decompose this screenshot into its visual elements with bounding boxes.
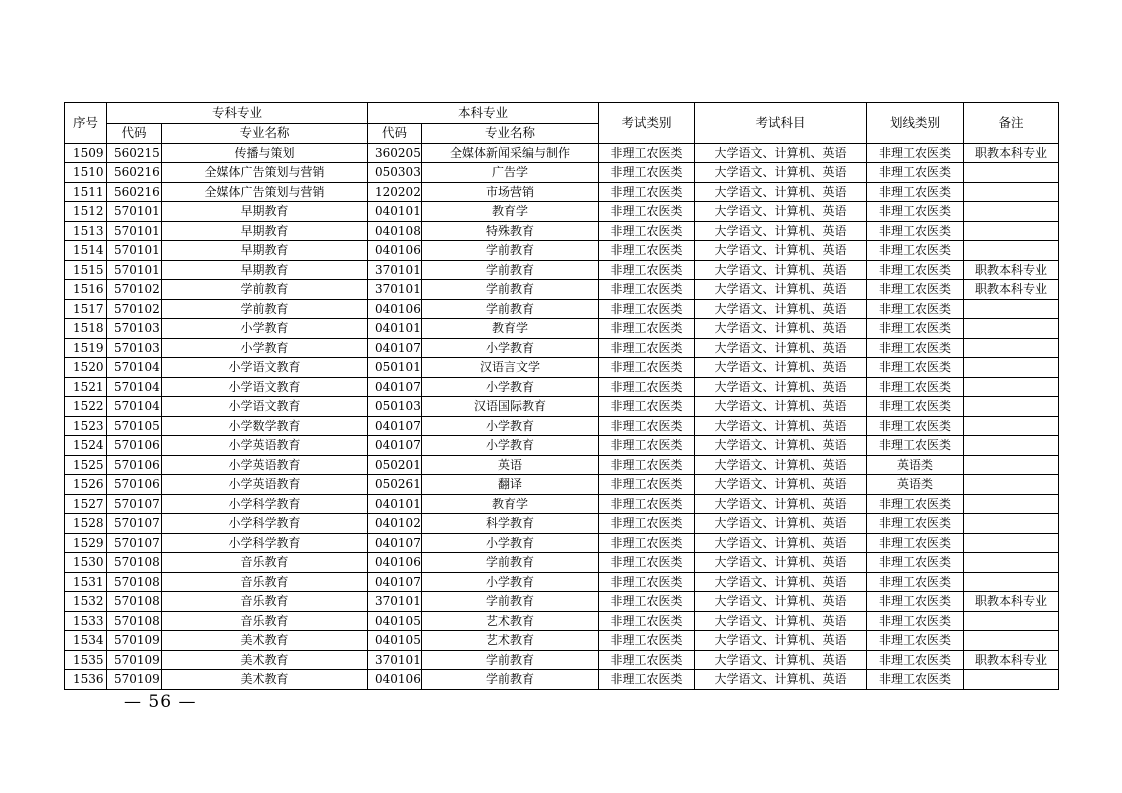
cell-benke-name: 学前教育 xyxy=(422,650,599,670)
cell-zhuanke-name: 学前教育 xyxy=(162,299,368,319)
cell-line-type: 非理工农医类 xyxy=(867,280,964,300)
cell-exam-type: 非理工农医类 xyxy=(599,572,695,592)
cell-zhuanke-code: 570106 xyxy=(107,455,162,475)
cell-exam-type: 非理工农医类 xyxy=(599,670,695,690)
cell-seq: 1523 xyxy=(65,416,107,436)
cell-benke-name: 小学教育 xyxy=(422,436,599,456)
header-exam-subjects: 考试科目 xyxy=(695,103,867,144)
cell-zhuanke-code: 570106 xyxy=(107,436,162,456)
table-row xyxy=(65,455,1059,475)
table-row xyxy=(65,553,1059,573)
cell-zhuanke-name: 小学语文教育 xyxy=(162,358,368,378)
cell-exam-subjects: 大学语文、计算机、英语 xyxy=(695,182,867,202)
cell-benke-code: 040107 xyxy=(368,572,422,592)
cell-remarks xyxy=(964,533,1059,553)
cell-line-type: 非理工农医类 xyxy=(867,182,964,202)
cell-zhuanke-code: 570108 xyxy=(107,592,162,612)
cell-zhuanke-code: 570101 xyxy=(107,221,162,241)
table-row xyxy=(65,260,1059,280)
cell-benke-name: 科学教育 xyxy=(422,514,599,534)
cell-exam-type: 非理工农医类 xyxy=(599,553,695,573)
cell-benke-code: 370101 xyxy=(368,260,422,280)
cell-line-type: 非理工农医类 xyxy=(867,260,964,280)
cell-seq: 1516 xyxy=(65,280,107,300)
cell-line-type: 非理工农医类 xyxy=(867,319,964,339)
cell-benke-code: 040107 xyxy=(368,533,422,553)
cell-zhuanke-name: 小学语文教育 xyxy=(162,377,368,397)
cell-seq: 1533 xyxy=(65,611,107,631)
cell-benke-name: 学前教育 xyxy=(422,280,599,300)
cell-seq: 1510 xyxy=(65,163,107,183)
cell-remarks: 职教本科专业 xyxy=(964,280,1059,300)
cell-line-type: 非理工农医类 xyxy=(867,202,964,222)
cell-benke-code: 050303 xyxy=(368,163,422,183)
cell-zhuanke-code: 570102 xyxy=(107,299,162,319)
cell-seq: 1519 xyxy=(65,338,107,358)
cell-zhuanke-name: 小学英语教育 xyxy=(162,475,368,495)
cell-exam-type: 非理工农医类 xyxy=(599,319,695,339)
cell-zhuanke-name: 小学英语教育 xyxy=(162,455,368,475)
table-row xyxy=(65,319,1059,339)
cell-seq: 1535 xyxy=(65,650,107,670)
cell-exam-subjects: 大学语文、计算机、英语 xyxy=(695,358,867,378)
cell-remarks xyxy=(964,455,1059,475)
cell-benke-name: 艺术教育 xyxy=(422,631,599,651)
header-zhuanke-name: 专业名称 xyxy=(162,124,368,144)
header-exam-type: 考试类别 xyxy=(599,103,695,144)
cell-benke-name: 特殊教育 xyxy=(422,221,599,241)
cell-exam-type: 非理工农医类 xyxy=(599,475,695,495)
cell-exam-subjects: 大学语文、计算机、英语 xyxy=(695,280,867,300)
table-row xyxy=(65,143,1059,163)
cell-benke-name: 学前教育 xyxy=(422,553,599,573)
cell-line-type: 非理工农医类 xyxy=(867,397,964,417)
cell-benke-name: 学前教育 xyxy=(422,670,599,690)
table-row xyxy=(65,338,1059,358)
cell-benke-name: 汉语国际教育 xyxy=(422,397,599,417)
cell-benke-name: 小学教育 xyxy=(422,377,599,397)
cell-benke-code: 370101 xyxy=(368,280,422,300)
cell-remarks xyxy=(964,631,1059,651)
cell-zhuanke-name: 音乐教育 xyxy=(162,572,368,592)
cell-exam-subjects: 大学语文、计算机、英语 xyxy=(695,611,867,631)
cell-benke-code: 040108 xyxy=(368,221,422,241)
cell-seq: 1528 xyxy=(65,514,107,534)
table-row xyxy=(65,182,1059,202)
cell-remarks: 职教本科专业 xyxy=(964,143,1059,163)
cell-exam-subjects: 大学语文、计算机、英语 xyxy=(695,533,867,553)
cell-exam-subjects: 大学语文、计算机、英语 xyxy=(695,631,867,651)
cell-line-type: 非理工农医类 xyxy=(867,338,964,358)
header-zhuanke-group: 专科专业 xyxy=(107,103,368,124)
cell-zhuanke-name: 早期教育 xyxy=(162,202,368,222)
cell-exam-type: 非理工农医类 xyxy=(599,338,695,358)
cell-benke-code: 050103 xyxy=(368,397,422,417)
cell-line-type: 非理工农医类 xyxy=(867,631,964,651)
cell-exam-type: 非理工农医类 xyxy=(599,299,695,319)
cell-remarks xyxy=(964,182,1059,202)
cell-zhuanke-code: 570105 xyxy=(107,416,162,436)
cell-benke-code: 040101 xyxy=(368,319,422,339)
cell-line-type: 非理工农医类 xyxy=(867,377,964,397)
table-row xyxy=(65,280,1059,300)
cell-seq: 1530 xyxy=(65,553,107,573)
cell-exam-type: 非理工农医类 xyxy=(599,416,695,436)
cell-exam-type: 非理工农医类 xyxy=(599,611,695,631)
cell-benke-name: 学前教育 xyxy=(422,592,599,612)
cell-line-type: 非理工农医类 xyxy=(867,221,964,241)
cell-zhuanke-code: 570107 xyxy=(107,494,162,514)
cell-zhuanke-name: 早期教育 xyxy=(162,221,368,241)
cell-line-type: 非理工农医类 xyxy=(867,533,964,553)
cell-seq: 1532 xyxy=(65,592,107,612)
table-row xyxy=(65,416,1059,436)
cell-exam-type: 非理工农医类 xyxy=(599,514,695,534)
cell-seq: 1521 xyxy=(65,377,107,397)
cell-exam-subjects: 大学语文、计算机、英语 xyxy=(695,572,867,592)
cell-benke-name: 汉语言文学 xyxy=(422,358,599,378)
cell-remarks xyxy=(964,319,1059,339)
cell-exam-subjects: 大学语文、计算机、英语 xyxy=(695,241,867,261)
cell-zhuanke-name: 小学科学教育 xyxy=(162,533,368,553)
cell-benke-code: 040101 xyxy=(368,202,422,222)
cell-benke-name: 全媒体新闻采编与制作 xyxy=(422,143,599,163)
cell-seq: 1518 xyxy=(65,319,107,339)
cell-exam-subjects: 大学语文、计算机、英语 xyxy=(695,163,867,183)
cell-zhuanke-name: 小学教育 xyxy=(162,338,368,358)
cell-seq: 1524 xyxy=(65,436,107,456)
table-row xyxy=(65,611,1059,631)
cell-remarks xyxy=(964,514,1059,534)
table-row xyxy=(65,631,1059,651)
cell-zhuanke-code: 560216 xyxy=(107,163,162,183)
cell-remarks xyxy=(964,611,1059,631)
cell-zhuanke-name: 全媒体广告策划与营销 xyxy=(162,182,368,202)
cell-seq: 1527 xyxy=(65,494,107,514)
cell-zhuanke-name: 音乐教育 xyxy=(162,611,368,631)
cell-seq: 1509 xyxy=(65,143,107,163)
cell-zhuanke-code: 570102 xyxy=(107,280,162,300)
table-row xyxy=(65,475,1059,495)
cell-exam-subjects: 大学语文、计算机、英语 xyxy=(695,650,867,670)
cell-line-type: 非理工农医类 xyxy=(867,553,964,573)
cell-exam-subjects: 大学语文、计算机、英语 xyxy=(695,143,867,163)
cell-benke-code: 040107 xyxy=(368,416,422,436)
cell-line-type: 非理工农医类 xyxy=(867,299,964,319)
cell-exam-type: 非理工农医类 xyxy=(599,436,695,456)
cell-exam-type: 非理工农医类 xyxy=(599,260,695,280)
cell-exam-subjects: 大学语文、计算机、英语 xyxy=(695,416,867,436)
cell-benke-code: 040107 xyxy=(368,436,422,456)
cell-benke-name: 翻译 xyxy=(422,475,599,495)
cell-benke-name: 学前教育 xyxy=(422,299,599,319)
cell-benke-code: 050261 xyxy=(368,475,422,495)
cell-benke-name: 广告学 xyxy=(422,163,599,183)
cell-remarks xyxy=(964,670,1059,690)
table-body xyxy=(65,143,1059,689)
cell-remarks xyxy=(964,358,1059,378)
cell-exam-type: 非理工农医类 xyxy=(599,143,695,163)
cell-remarks xyxy=(964,475,1059,495)
cell-remarks xyxy=(964,338,1059,358)
cell-exam-subjects: 大学语文、计算机、英语 xyxy=(695,670,867,690)
table-header xyxy=(65,103,1059,144)
cell-benke-name: 学前教育 xyxy=(422,260,599,280)
cell-zhuanke-code: 570108 xyxy=(107,553,162,573)
cell-remarks: 职教本科专业 xyxy=(964,260,1059,280)
cell-remarks xyxy=(964,163,1059,183)
cell-benke-code: 040105 xyxy=(368,611,422,631)
cell-zhuanke-name: 音乐教育 xyxy=(162,592,368,612)
cell-exam-type: 非理工农医类 xyxy=(599,202,695,222)
cell-benke-code: 050101 xyxy=(368,358,422,378)
cell-exam-type: 非理工农医类 xyxy=(599,182,695,202)
cell-line-type: 非理工农医类 xyxy=(867,592,964,612)
header-zhuanke-code: 代码 xyxy=(107,124,162,144)
cell-zhuanke-name: 美术教育 xyxy=(162,631,368,651)
cell-benke-code: 370101 xyxy=(368,650,422,670)
cell-benke-name: 教育学 xyxy=(422,494,599,514)
cell-zhuanke-name: 学前教育 xyxy=(162,280,368,300)
table-row xyxy=(65,514,1059,534)
cell-exam-subjects: 大学语文、计算机、英语 xyxy=(695,221,867,241)
cell-zhuanke-name: 小学数学教育 xyxy=(162,416,368,436)
cell-seq: 1526 xyxy=(65,475,107,495)
cell-remarks xyxy=(964,494,1059,514)
cell-zhuanke-name: 传播与策划 xyxy=(162,143,368,163)
cell-exam-subjects: 大学语文、计算机、英语 xyxy=(695,514,867,534)
cell-exam-subjects: 大学语文、计算机、英语 xyxy=(695,338,867,358)
table-row xyxy=(65,494,1059,514)
table-row xyxy=(65,221,1059,241)
cell-zhuanke-code: 570101 xyxy=(107,241,162,261)
cell-exam-subjects: 大学语文、计算机、英语 xyxy=(695,553,867,573)
cell-exam-type: 非理工农医类 xyxy=(599,650,695,670)
cell-benke-code: 040107 xyxy=(368,377,422,397)
cell-seq: 1512 xyxy=(65,202,107,222)
table-row xyxy=(65,533,1059,553)
cell-zhuanke-name: 美术教育 xyxy=(162,650,368,670)
cell-seq: 1514 xyxy=(65,241,107,261)
cell-exam-subjects: 大学语文、计算机、英语 xyxy=(695,455,867,475)
table-row xyxy=(65,299,1059,319)
cell-zhuanke-code: 570104 xyxy=(107,397,162,417)
header-benke-group: 本科专业 xyxy=(368,103,599,124)
table-row xyxy=(65,436,1059,456)
cell-benke-name: 英语 xyxy=(422,455,599,475)
cell-benke-code: 040106 xyxy=(368,670,422,690)
cell-zhuanke-name: 小学科学教育 xyxy=(162,514,368,534)
cell-zhuanke-name: 早期教育 xyxy=(162,241,368,261)
header-remarks: 备注 xyxy=(964,103,1059,144)
cell-benke-name: 小学教育 xyxy=(422,572,599,592)
cell-line-type: 非理工农医类 xyxy=(867,436,964,456)
cell-seq: 1534 xyxy=(65,631,107,651)
cell-remarks: 职教本科专业 xyxy=(964,650,1059,670)
cell-zhuanke-code: 570107 xyxy=(107,533,162,553)
cell-seq: 1522 xyxy=(65,397,107,417)
cell-seq: 1513 xyxy=(65,221,107,241)
table-row xyxy=(65,241,1059,261)
cell-line-type: 非理工农医类 xyxy=(867,670,964,690)
cell-benke-name: 小学教育 xyxy=(422,416,599,436)
cell-exam-type: 非理工农医类 xyxy=(599,241,695,261)
cell-exam-type: 非理工农医类 xyxy=(599,592,695,612)
cell-benke-code: 050201 xyxy=(368,455,422,475)
cell-line-type: 非理工农医类 xyxy=(867,143,964,163)
cell-line-type: 非理工农医类 xyxy=(867,358,964,378)
cell-benke-name: 教育学 xyxy=(422,319,599,339)
cell-zhuanke-name: 小学科学教育 xyxy=(162,494,368,514)
cell-remarks: 职教本科专业 xyxy=(964,592,1059,612)
cell-benke-code: 040107 xyxy=(368,338,422,358)
cell-remarks xyxy=(964,241,1059,261)
cell-benke-name: 小学教育 xyxy=(422,533,599,553)
cell-remarks xyxy=(964,436,1059,456)
cell-zhuanke-code: 570101 xyxy=(107,202,162,222)
cell-line-type: 非理工农医类 xyxy=(867,416,964,436)
cell-seq: 1520 xyxy=(65,358,107,378)
table-row xyxy=(65,592,1059,612)
cell-remarks xyxy=(964,397,1059,417)
cell-line-type: 非理工农医类 xyxy=(867,494,964,514)
cell-remarks xyxy=(964,572,1059,592)
cell-zhuanke-code: 570104 xyxy=(107,377,162,397)
cell-zhuanke-code: 570108 xyxy=(107,572,162,592)
cell-zhuanke-code: 570107 xyxy=(107,514,162,534)
cell-benke-code: 040106 xyxy=(368,553,422,573)
cell-exam-type: 非理工农医类 xyxy=(599,221,695,241)
cell-benke-code: 360205 xyxy=(368,143,422,163)
header-benke-code: 代码 xyxy=(368,124,422,144)
table-row xyxy=(65,358,1059,378)
cell-exam-subjects: 大学语文、计算机、英语 xyxy=(695,202,867,222)
cell-remarks xyxy=(964,553,1059,573)
cell-zhuanke-name: 音乐教育 xyxy=(162,553,368,573)
page-number: — 56 — xyxy=(124,692,197,712)
table-row xyxy=(65,377,1059,397)
cell-seq: 1531 xyxy=(65,572,107,592)
cell-zhuanke-code: 570109 xyxy=(107,650,162,670)
cell-benke-name: 教育学 xyxy=(422,202,599,222)
cell-zhuanke-code: 560216 xyxy=(107,182,162,202)
cell-exam-type: 非理工农医类 xyxy=(599,358,695,378)
cell-exam-subjects: 大学语文、计算机、英语 xyxy=(695,436,867,456)
cell-benke-code: 040101 xyxy=(368,494,422,514)
cell-exam-type: 非理工农医类 xyxy=(599,631,695,651)
cell-line-type: 非理工农医类 xyxy=(867,514,964,534)
cell-line-type: 非理工农医类 xyxy=(867,163,964,183)
cell-zhuanke-code: 570103 xyxy=(107,319,162,339)
cell-line-type: 非理工农医类 xyxy=(867,611,964,631)
cell-exam-type: 非理工农医类 xyxy=(599,455,695,475)
cell-zhuanke-code: 570103 xyxy=(107,338,162,358)
cell-benke-code: 040106 xyxy=(368,299,422,319)
header-benke-name: 专业名称 xyxy=(422,124,599,144)
table-row xyxy=(65,670,1059,690)
cell-exam-type: 非理工农医类 xyxy=(599,397,695,417)
cell-zhuanke-code: 570104 xyxy=(107,358,162,378)
cell-benke-code: 040106 xyxy=(368,241,422,261)
cell-remarks xyxy=(964,377,1059,397)
cell-remarks xyxy=(964,221,1059,241)
cell-seq: 1525 xyxy=(65,455,107,475)
cell-seq: 1517 xyxy=(65,299,107,319)
cell-line-type: 英语类 xyxy=(867,455,964,475)
cell-zhuanke-name: 小学教育 xyxy=(162,319,368,339)
cell-zhuanke-name: 早期教育 xyxy=(162,260,368,280)
cell-remarks xyxy=(964,202,1059,222)
cell-zhuanke-name: 美术教育 xyxy=(162,670,368,690)
cell-exam-subjects: 大学语文、计算机、英语 xyxy=(695,592,867,612)
table-row xyxy=(65,397,1059,417)
cell-benke-code: 120202 xyxy=(368,182,422,202)
cell-remarks xyxy=(964,299,1059,319)
cell-exam-type: 非理工农医类 xyxy=(599,533,695,553)
cell-exam-type: 非理工农医类 xyxy=(599,377,695,397)
cell-seq: 1511 xyxy=(65,182,107,202)
table-row xyxy=(65,163,1059,183)
header-seq: 序号 xyxy=(65,103,107,144)
cell-benke-code: 370101 xyxy=(368,592,422,612)
table-row xyxy=(65,202,1059,222)
cell-line-type: 非理工农医类 xyxy=(867,650,964,670)
cell-benke-name: 学前教育 xyxy=(422,241,599,261)
cell-exam-subjects: 大学语文、计算机、英语 xyxy=(695,494,867,514)
cell-zhuanke-code: 560215 xyxy=(107,143,162,163)
cell-exam-subjects: 大学语文、计算机、英语 xyxy=(695,377,867,397)
majors-table xyxy=(64,102,1059,690)
cell-zhuanke-code: 570106 xyxy=(107,475,162,495)
cell-zhuanke-code: 570108 xyxy=(107,611,162,631)
table-row xyxy=(65,572,1059,592)
cell-exam-subjects: 大学语文、计算机、英语 xyxy=(695,319,867,339)
cell-benke-name: 小学教育 xyxy=(422,338,599,358)
cell-benke-code: 040105 xyxy=(368,631,422,651)
cell-exam-subjects: 大学语文、计算机、英语 xyxy=(695,299,867,319)
cell-seq: 1529 xyxy=(65,533,107,553)
cell-line-type: 英语类 xyxy=(867,475,964,495)
cell-benke-code: 040102 xyxy=(368,514,422,534)
cell-line-type: 非理工农医类 xyxy=(867,241,964,261)
cell-zhuanke-name: 全媒体广告策划与营销 xyxy=(162,163,368,183)
cell-benke-name: 艺术教育 xyxy=(422,611,599,631)
cell-exam-subjects: 大学语文、计算机、英语 xyxy=(695,397,867,417)
header-line-type: 划线类别 xyxy=(867,103,964,144)
cell-line-type: 非理工农医类 xyxy=(867,572,964,592)
cell-exam-subjects: 大学语文、计算机、英语 xyxy=(695,475,867,495)
cell-remarks xyxy=(964,416,1059,436)
cell-exam-type: 非理工农医类 xyxy=(599,494,695,514)
table-row xyxy=(65,650,1059,670)
cell-exam-subjects: 大学语文、计算机、英语 xyxy=(695,260,867,280)
cell-seq: 1536 xyxy=(65,670,107,690)
cell-exam-type: 非理工农医类 xyxy=(599,280,695,300)
cell-benke-name: 市场营销 xyxy=(422,182,599,202)
cell-exam-type: 非理工农医类 xyxy=(599,163,695,183)
cell-zhuanke-code: 570109 xyxy=(107,631,162,651)
cell-zhuanke-name: 小学英语教育 xyxy=(162,436,368,456)
cell-zhuanke-name: 小学语文教育 xyxy=(162,397,368,417)
cell-zhuanke-code: 570101 xyxy=(107,260,162,280)
cell-zhuanke-code: 570109 xyxy=(107,670,162,690)
cell-seq: 1515 xyxy=(65,260,107,280)
